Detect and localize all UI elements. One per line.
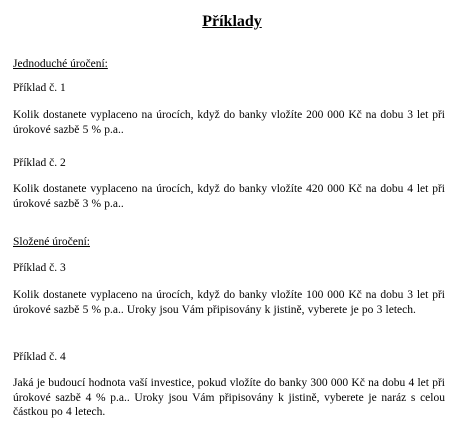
example-1-text: Kolik dostanete vyplaceno na úrocích, když do banky vložíte 200 000 Kč na dobu 3 let při úrokové sazbě 5 % p.a.. [13, 109, 445, 136]
example-4-label: Příklad č. 4 [13, 351, 66, 363]
example-2-label: Příklad č. 2 [13, 157, 66, 169]
example-4-text: Jaká je budoucí hodnota vaší investice, pokud vložíte do banky 300 000 Kč na dobu 4 let při úrokové sazbě 4 % p.a.. Uroky jsou Vám připisovány k jistině, vyberete je naráz s celou částkou po 4 letech. [13, 377, 445, 418]
example-3-label: Příklad č. 3 [13, 262, 66, 274]
section-heading-simple-interest: Jednoduché úročení: [13, 58, 108, 70]
section-heading-compound-interest: Složené úročení: [13, 236, 90, 248]
example-1-label: Příklad č. 1 [13, 82, 66, 94]
example-2-text: Kolik dostanete vyplaceno na úrocích, když do banky vložíte 420 000 Kč na dobu 4 let při úrokové sazbě 3 % p.a.. [13, 183, 445, 210]
example-3-text: Kolik dostanete vyplaceno na úrocích, když do banky vložíte 100 000 Kč na dobu 3 let při úrokové sazbě 5 % p.a.. Uroky jsou Vám připisovány k jistině, vyberete je po 3 letech. [13, 289, 445, 316]
page-title: Příklady [202, 13, 262, 30]
